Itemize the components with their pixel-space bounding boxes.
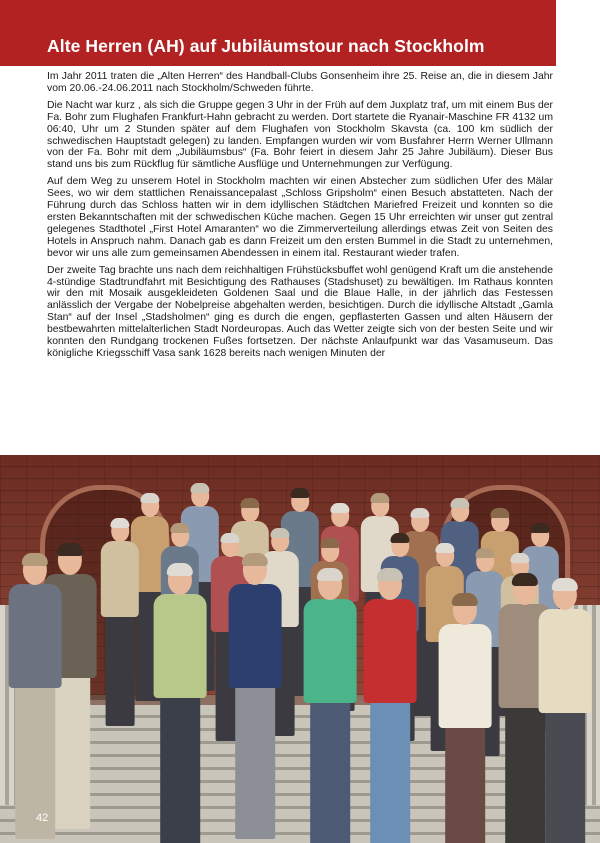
person-hair	[110, 518, 129, 528]
person-hair	[377, 568, 403, 581]
person-hair	[220, 533, 239, 543]
person-legs	[235, 685, 275, 839]
paragraph: Im Jahr 2011 traten die „Alten Herren“ des Handball-Clubs Gonsenheim ihre 25. Reise an, die in diesem Jahr vom 20.06.-24.06.2011 nach Stockholm/Schweden führte.	[47, 71, 553, 94]
person-torso	[539, 609, 592, 714]
person-hair	[530, 523, 549, 533]
person	[228, 555, 283, 843]
person	[153, 565, 208, 843]
person-torso	[154, 594, 207, 699]
person-hair	[140, 493, 159, 503]
person-hair	[317, 568, 343, 581]
person-hair	[167, 563, 193, 576]
person-hair	[22, 553, 48, 566]
person-legs	[15, 685, 55, 839]
person-torso	[9, 584, 62, 689]
person	[363, 570, 418, 843]
person-legs	[545, 710, 585, 843]
person-hair	[552, 578, 578, 591]
person-torso	[101, 541, 139, 617]
group-of-people	[0, 455, 600, 843]
person-hair	[170, 523, 189, 533]
person-legs	[445, 725, 485, 843]
person-hair	[512, 573, 538, 586]
person	[538, 580, 593, 843]
person-hair	[490, 508, 509, 518]
page-title: Alte Herren (AH) auf Jubiläumstour nach Stockholm	[47, 36, 485, 56]
person-hair	[410, 508, 429, 518]
person-hair	[370, 493, 389, 503]
person-hair	[452, 593, 478, 606]
person-torso	[439, 624, 492, 729]
person-torso	[364, 599, 417, 704]
person	[438, 595, 493, 843]
person-hair	[190, 483, 209, 493]
paragraph: Auf dem Weg zu unserem Hotel in Stockholm machten wir einen Abstecher zum südlichen Ufer des Mälar Sees, wo wir dem stattlichen Renaissancepalast „Schloss Gripsholm“ einen Besuch abstatteten. Nach der Führung durch das Schloss hatten wir in dem idyllischen Städtchen Mariefred Freizeit und konnten so die ersten Bekanntschaften mit der schwedischen Küche machen. Gegen 15 Uhr erreichten wir unser gut zentral gelegenes Stadthotel „First Hotel Amaranten“ wo die Zimmerverteilung allerdings etwas Zeit von Seiten des Hotels in Anspruch nahm. Danach gab es dann Freizeit um den ersten Bummel in die Stadt zu unternehmen, bevor wir uns alle zum gemeinsamen Abendessen in einem ital. Restaurant wieder trafen.	[47, 176, 553, 259]
person-hair	[435, 543, 454, 553]
person-hair	[475, 548, 494, 558]
person-torso	[304, 599, 357, 704]
person-hair	[290, 488, 309, 498]
person-hair	[510, 553, 529, 563]
person-hair	[242, 553, 268, 566]
person-legs	[160, 695, 200, 843]
person-hair	[450, 498, 469, 508]
group-photo	[0, 455, 600, 843]
person-hair	[320, 538, 339, 548]
person-hair	[270, 528, 289, 538]
person-hair	[330, 503, 349, 513]
person-legs	[370, 700, 410, 843]
person-legs	[106, 614, 135, 726]
person	[303, 570, 358, 843]
paragraph: Die Nacht war kurz , als sich die Gruppe gegen 3 Uhr in der Früh auf dem Juxplatz traf, um mit einem Bus der Fa. Bohr zum Flughafen Frankfurt-Hahn gebracht zu werden. Dort startete die Ryanair-Maschine FR 4132 um 06:40, Uhr um 2 Stunden später auf dem Flughafen von Stockholm Skavsta (ca. 100 km südlich der schwedischen Hauptstadt gelegen) zu landen. Empfangen wurden wir vom Busfahrer Herrn Werner Ullmann von der Fa. Bohr mit dem „Jubiläumsbus“ (Fa. Bohr feiert in diesem Jahr 25 Jahre Jubiläum). Dieser Bus stand uns bis zum Rückflug für sämtliche Ausflüge und Unternehmungen zur Verfügung.	[47, 99, 553, 171]
person	[8, 555, 63, 843]
article-body	[47, 71, 553, 365]
person-legs	[310, 700, 350, 843]
page-number: 42	[36, 812, 49, 824]
person-hair	[390, 533, 409, 543]
person-torso	[229, 584, 282, 689]
paragraph: Der zweite Tag brachte uns nach dem reichhaltigen Frühstücksbuffet wohl genügend Kraft um die anstehende 4-stündige Stadtrundfahrt mit Besichtigung des Rathauses (Stadshuset) zu bewältigen. Im Rathaus konnten wir den mit Mosaik ausgekleideten Goldenen Saal und die Blaue Halle, in der jährlich das Festessen anlässlich der Vergabe der Nobelpreise abgehalten werden, besichtigen. Durch die idyllische Altstadt „Gamla Stan“ auf der Insel „Stadsholmen“ ging es durch die engen, gepflasterten Gassen und alten Häusern der bestbewahrten mittelalterlichen Stadt Nordeuropas. Auch das Wetter zeigte sich von der besten Seite und wir konnten den Rundgang trockenen Fußes fortsetzen. Der nächste Anlaufpunkt war das Vasamuseum. Das königliche Kriegsschiff Vasa sank 1628 bereits nach wenigen Minuten der	[47, 264, 553, 359]
person-hair	[240, 498, 259, 508]
person	[100, 520, 140, 760]
